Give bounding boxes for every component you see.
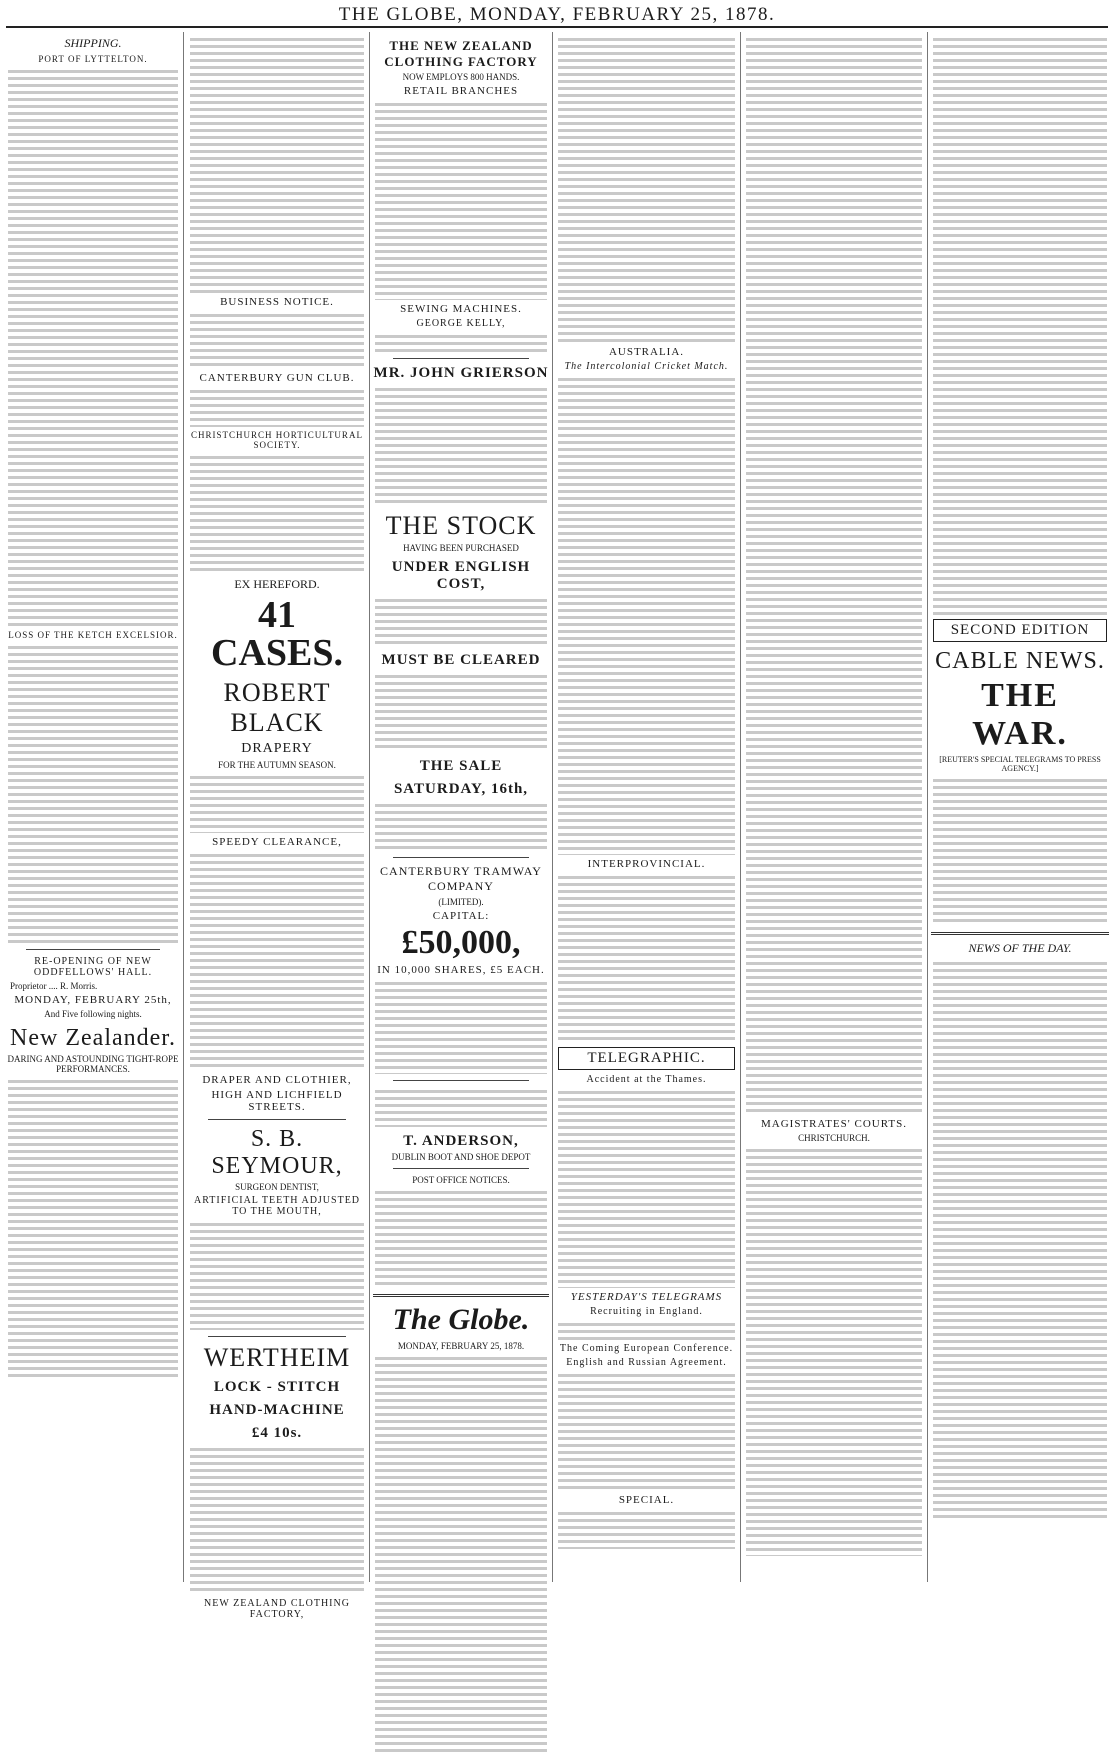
christchurch-heading: CHRISTCHURCH.	[798, 1133, 870, 1143]
seymour-heading: S. B. SEYMOUR,	[211, 1126, 343, 1179]
capital-label: CAPITAL:	[432, 910, 490, 922]
shipping-heading: SHIPPING.	[64, 36, 122, 50]
boots-text	[375, 1087, 547, 1127]
bought-line: HAVING BEEN PURCHASED	[403, 543, 519, 553]
tramway-heading: CANTERBURY TRAMWAY COMPANY	[380, 864, 542, 893]
leader-text	[375, 1354, 547, 1754]
clearance-text	[190, 851, 364, 1071]
proprietor: Proprietor .... R. Morris.	[10, 981, 98, 991]
grierson-heading: MR. JOHN GRIERSON	[373, 365, 549, 381]
hall-heading: RE-OPENING OF NEW ODDFELLOWS' HALL.	[33, 956, 153, 978]
yesterday-heading: YESTERDAY'S TELEGRAMS	[570, 1291, 723, 1303]
capital-amount: £50,000,	[401, 924, 521, 961]
cable-heading: CABLE NEWS.	[935, 648, 1105, 674]
kelly-text	[375, 332, 547, 352]
special-text	[558, 1509, 735, 1549]
business-notice-text	[190, 311, 364, 369]
ketch-text	[8, 643, 178, 943]
conference-text	[558, 1371, 735, 1491]
zealander-heading: New Zealander.	[10, 1025, 176, 1051]
second-edition-heading: SECOND EDITION	[933, 619, 1107, 642]
shares-line: IN 10,000 SHARES, £5 EACH.	[377, 964, 545, 976]
column-5	[744, 32, 924, 1584]
australia-text	[558, 375, 735, 855]
gun-club-heading: CANTERBURY GUN CLUB.	[199, 372, 355, 384]
column-4	[556, 32, 737, 1584]
boot-depot: DUBLIN BOOT AND SHOE DEPOT	[391, 1152, 531, 1162]
recruiting-text	[558, 1320, 735, 1340]
drapery-heading: DRAPERY	[241, 741, 313, 756]
accident-text	[558, 1088, 735, 1288]
port-heading: PORT OF LYTTELTON.	[38, 54, 148, 64]
clearance-heading: SPEEDY CLEARANCE,	[212, 836, 342, 848]
masthead	[0, 2, 1114, 28]
wertheim-text	[190, 1445, 364, 1595]
magistrates-heading: MAGISTRATES' COURTS.	[760, 1118, 907, 1130]
daring-line: DARING AND ASTOUNDING TIGHT-ROPE PERFORMANCES.	[7, 1054, 179, 1074]
autumn-line: FOR THE AUTUMN SEASON.	[218, 760, 336, 770]
war-text	[933, 776, 1107, 926]
wertheim-heading: WERTHEIM	[203, 1343, 351, 1372]
cleared-text	[375, 672, 547, 752]
column-6	[931, 32, 1109, 1584]
globe-date: MONDAY, FEBRUARY 25, 1878.	[397, 1341, 525, 1351]
australia-heading: AUSTRALIA.	[608, 346, 685, 358]
sewing-line: SEWING MACHINES.	[400, 303, 522, 315]
machine-heading: HAND-MACHINE	[209, 1402, 345, 1418]
draper-clothier: DRAPER AND CLOTHIER,	[202, 1074, 352, 1086]
post-office-heading: POST OFFICE NOTICES.	[412, 1175, 510, 1185]
sale-saturday: SATURDAY, 16th,	[393, 781, 529, 797]
shipping-text	[8, 67, 178, 627]
cricket-heading: The Intercolonial Cricket Match.	[564, 361, 729, 372]
anderson-heading: T. ANDERSON,	[403, 1133, 519, 1149]
surgeon-line: SURGEON DENTIST,	[235, 1182, 319, 1192]
gun-club-text	[190, 387, 364, 427]
sale-heading: THE SALE	[419, 758, 503, 774]
interprovincial-heading: INTERPROVINCIAL.	[587, 858, 706, 870]
drapery-text	[190, 773, 364, 833]
sale-text	[375, 801, 547, 851]
telegraphic-heading: TELEGRAPHIC.	[558, 1047, 735, 1070]
hall-date: MONDAY, FEBRUARY 25th,	[14, 994, 172, 1006]
horticultural-heading: CHRISTCHURCH HORTICULTURAL SOCIETY.	[191, 430, 363, 450]
agreement-heading: English and Russian Agreement.	[566, 1357, 727, 1368]
ketch-heading: LOSS OF THE KETCH EXCELSIOR.	[8, 630, 178, 640]
masthead-title: THE GLOBE, MONDAY, FEBRUARY 25, 1878.	[338, 4, 776, 25]
interprovincial-text	[558, 873, 735, 1043]
conference-heading: The Coming European Conference.	[559, 1343, 734, 1354]
horticultural-text	[190, 453, 364, 573]
machine-price: £4 10s.	[251, 1425, 303, 1441]
clothing-text	[375, 100, 547, 300]
stock-heading: THE STOCK	[385, 511, 537, 540]
grierson-text	[375, 385, 547, 505]
robert-black-heading: ROBERT BLACK	[223, 678, 331, 737]
branches-line: RETAIL BRANCHES	[403, 85, 519, 97]
column-1	[6, 32, 180, 1584]
column-3	[373, 32, 549, 1584]
agents-line: NEW ZEALAND CLOTHING FACTORY,	[204, 1598, 350, 1620]
news-day-text	[933, 959, 1107, 1519]
business-notice-heading: BUSINESS NOTICE.	[220, 296, 334, 308]
tramway-text	[375, 979, 547, 1074]
war-heading: THE WAR.	[972, 677, 1068, 752]
col4-text-a	[558, 35, 735, 343]
recruiting-heading: Recruiting in England.	[590, 1306, 703, 1317]
lockstitch-heading: LOCK - STITCH	[213, 1379, 341, 1395]
ex-hereford-heading: EX HEREFORD.	[234, 577, 320, 591]
accident-heading: Accident at the Thames.	[586, 1074, 707, 1085]
column-2	[188, 32, 366, 1620]
cleared-heading: MUST BE CLEARED	[381, 652, 541, 668]
special-heading: SPECIAL.	[618, 1494, 675, 1506]
news-day-heading: NEWS OF THE DAY.	[968, 941, 1072, 955]
hall-nights: And Five following nights.	[44, 1009, 142, 1019]
hands-line: NOW EMPLOYS 800 HANDS.	[402, 72, 520, 82]
nz-clothing-heading: THE NEW ZEALAND CLOTHING FACTORY	[384, 38, 538, 69]
kelly-line: GEORGE KELLY,	[416, 318, 506, 329]
program-text	[8, 1077, 178, 1377]
reuter-line: [REUTER'S SPECIAL TELEGRAMS TO PRESS AGENCY.]	[939, 755, 1101, 773]
cases-heading: 41 CASES.	[211, 594, 343, 674]
stock-text	[375, 596, 547, 646]
dentist-text	[190, 1220, 364, 1330]
col6-text-a	[933, 35, 1107, 615]
tramway-limited: (LIMITED).	[438, 897, 484, 907]
globe-heading: The Globe.	[392, 1303, 530, 1336]
magistrates-text	[746, 1146, 922, 1556]
post-office-text	[375, 1188, 547, 1288]
english-cost: UNDER ENGLISH COST,	[391, 559, 531, 592]
draper-address: HIGH AND LICHFIELD STREETS.	[211, 1089, 343, 1113]
col5-text-a	[746, 35, 922, 1115]
artificial-line: ARTIFICIAL TEETH ADJUSTED TO THE MOUTH,	[193, 1195, 361, 1217]
wanted-ads	[190, 35, 364, 293]
